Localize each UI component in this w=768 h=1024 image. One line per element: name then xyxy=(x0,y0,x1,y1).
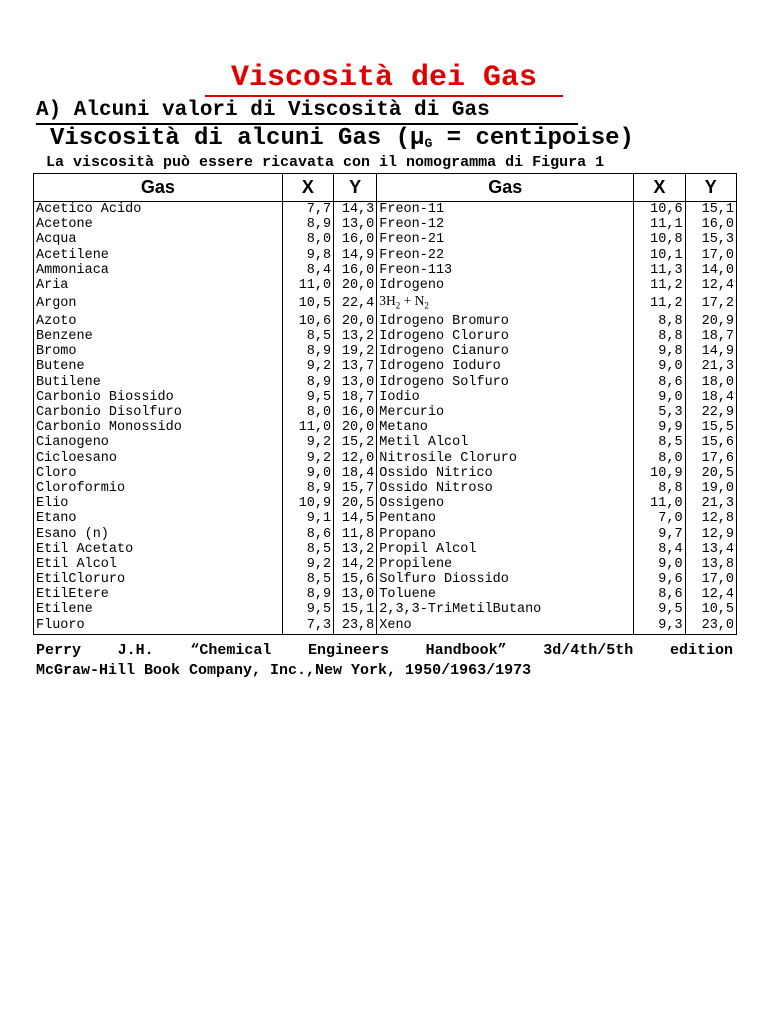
right-x-value-cell: 10,1 xyxy=(634,248,685,263)
left-y-value-cell: 16,0 xyxy=(334,232,377,247)
left-x-value-cell: 8,9 xyxy=(282,375,333,390)
table-row xyxy=(34,278,737,293)
right-x-value-cell: 8,5 xyxy=(634,435,685,450)
right-y-value-cell: 23,0 xyxy=(685,618,736,635)
left-y-value-cell: 15,6 xyxy=(334,572,377,587)
header-y-left: Y xyxy=(334,174,377,202)
left-gas-name-cell: Azoto xyxy=(34,314,283,329)
right-y-value-cell: 13,4 xyxy=(685,542,736,557)
right-y-value-cell: 15,5 xyxy=(685,420,736,435)
right-gas-name-cell: Idrogeno Cloruro xyxy=(377,329,634,344)
right-y-value-cell: 14,0 xyxy=(685,263,736,278)
subtitle-suffix: = centipoise) xyxy=(432,125,634,152)
right-y-value-cell: 16,0 xyxy=(685,217,736,232)
right-x-value-cell: 11,2 xyxy=(634,293,685,314)
right-x-value-cell: 8,8 xyxy=(634,329,685,344)
left-y-value-cell: 15,2 xyxy=(334,435,377,450)
left-x-value-cell: 7,7 xyxy=(282,202,333,218)
left-x-value-cell: 11,0 xyxy=(282,420,333,435)
table-row xyxy=(34,435,737,450)
right-gas-name-cell: Solfuro Diossido xyxy=(377,572,634,587)
right-x-value-cell: 7,0 xyxy=(634,511,685,526)
left-x-value-cell: 8,5 xyxy=(282,542,333,557)
right-y-value-cell: 17,6 xyxy=(685,451,736,466)
table-row xyxy=(34,248,737,263)
header-gas-left: Gas xyxy=(34,174,283,202)
right-y-value-cell: 21,3 xyxy=(685,359,736,374)
left-gas-name-cell: Cianogeno xyxy=(34,435,283,450)
left-gas-name-cell: Carbonio Biossido xyxy=(34,390,283,405)
left-y-value-cell: 20,0 xyxy=(334,278,377,293)
left-x-value-cell: 8,9 xyxy=(282,344,333,359)
left-y-value-cell: 13,0 xyxy=(334,587,377,602)
left-y-value-cell: 15,1 xyxy=(334,602,377,617)
left-x-value-cell: 8,9 xyxy=(282,481,333,496)
left-gas-name-cell: Acetilene xyxy=(34,248,283,263)
left-x-value-cell: 7,3 xyxy=(282,618,333,635)
right-gas-name-cell: Idrogeno Ioduro xyxy=(377,359,634,374)
left-y-value-cell: 14,5 xyxy=(334,511,377,526)
right-gas-name-cell: Idrogeno Cianuro xyxy=(377,344,634,359)
table-row xyxy=(34,375,737,390)
left-x-value-cell: 8,5 xyxy=(282,329,333,344)
right-y-value-cell: 12,4 xyxy=(685,278,736,293)
viscosity-table xyxy=(33,173,737,635)
right-gas-name-cell: 2,3,3-TriMetilButano xyxy=(377,602,634,617)
table-row xyxy=(34,481,737,496)
left-y-value-cell: 14,2 xyxy=(334,557,377,572)
header-x-left: X xyxy=(282,174,333,202)
header-x-right: X xyxy=(634,174,685,202)
left-x-value-cell: 8,0 xyxy=(282,232,333,247)
left-x-value-cell: 10,9 xyxy=(282,496,333,511)
header-gas-right: Gas xyxy=(377,174,634,202)
right-x-value-cell: 9,3 xyxy=(634,618,685,635)
left-gas-name-cell: Esano (n) xyxy=(34,526,283,541)
subtitle-subscript: G xyxy=(424,136,433,151)
right-y-value-cell: 19,0 xyxy=(685,481,736,496)
left-y-value-cell: 13,2 xyxy=(334,542,377,557)
right-x-value-cell: 9,8 xyxy=(634,344,685,359)
right-x-value-cell: 8,0 xyxy=(634,451,685,466)
subtitle-prefix: Viscosità di alcuni Gas (μ xyxy=(50,125,425,152)
left-y-value-cell: 18,7 xyxy=(334,390,377,405)
right-gas-name-cell: Ossido Nitroso xyxy=(377,481,634,496)
table-row xyxy=(34,232,737,247)
right-y-value-cell: 18,0 xyxy=(685,375,736,390)
table-row xyxy=(34,420,737,435)
right-y-value-cell: 12,8 xyxy=(685,511,736,526)
right-gas-name-cell: Freon-21 xyxy=(377,232,634,247)
reference-word: Handbook” xyxy=(425,642,507,659)
left-gas-name-cell: Ammoniaca xyxy=(34,263,283,278)
right-gas-name-cell: Ossigeno xyxy=(377,496,634,511)
right-y-value-cell: 14,9 xyxy=(685,344,736,359)
right-gas-name-cell: Ossido Nitrico xyxy=(377,466,634,481)
left-gas-name-cell: Carbonio Disolfuro xyxy=(34,405,283,420)
right-gas-name-cell: Freon-11 xyxy=(377,202,634,218)
right-x-value-cell: 5,3 xyxy=(634,405,685,420)
right-gas-name-cell: Metil Alcol xyxy=(377,435,634,450)
left-x-value-cell: 8,5 xyxy=(282,572,333,587)
table-row xyxy=(34,451,737,466)
left-y-value-cell: 11,8 xyxy=(334,526,377,541)
left-x-value-cell: 9,0 xyxy=(282,466,333,481)
left-gas-name-cell: Butilene xyxy=(34,375,283,390)
table-row xyxy=(34,329,737,344)
right-gas-name-cell: Metano xyxy=(377,420,634,435)
left-x-value-cell: 10,6 xyxy=(282,314,333,329)
left-y-value-cell: 13,2 xyxy=(334,329,377,344)
left-y-value-cell: 20,0 xyxy=(334,420,377,435)
left-y-value-cell: 20,5 xyxy=(334,496,377,511)
table-row xyxy=(34,511,737,526)
left-x-value-cell: 8,9 xyxy=(282,587,333,602)
left-x-value-cell: 9,2 xyxy=(282,435,333,450)
right-y-value-cell: 17,0 xyxy=(685,572,736,587)
left-gas-name-cell: Acqua xyxy=(34,232,283,247)
page-title: Viscosità dei Gas xyxy=(230,61,538,95)
left-y-value-cell: 19,2 xyxy=(334,344,377,359)
left-y-value-cell: 14,3 xyxy=(334,202,377,218)
reference-word: Engineers xyxy=(307,642,389,659)
right-y-value-cell: 13,8 xyxy=(685,557,736,572)
left-y-value-cell: 12,0 xyxy=(334,451,377,466)
right-gas-name-cell: Propano xyxy=(377,526,634,541)
left-gas-name-cell: Cicloesano xyxy=(34,451,283,466)
left-gas-name-cell: Etil Acetato xyxy=(34,542,283,557)
right-x-value-cell: 11,1 xyxy=(634,217,685,232)
right-y-value-cell: 22,9 xyxy=(685,405,736,420)
left-y-value-cell: 23,8 xyxy=(334,618,377,635)
left-gas-name-cell: Acetico Acido xyxy=(34,202,283,218)
left-gas-name-cell: Elio xyxy=(34,496,283,511)
right-y-value-cell: 17,0 xyxy=(685,248,736,263)
left-gas-name-cell: EtilCloruro xyxy=(34,572,283,587)
left-gas-name-cell: EtilEtere xyxy=(34,587,283,602)
right-x-value-cell: 10,9 xyxy=(634,466,685,481)
right-gas-name-cell: Idrogeno Solfuro xyxy=(377,375,634,390)
left-gas-name-cell: Cloroformio xyxy=(34,481,283,496)
right-y-value-cell: 12,9 xyxy=(685,526,736,541)
left-y-value-cell: 22,4 xyxy=(334,293,377,314)
left-x-value-cell: 8,6 xyxy=(282,526,333,541)
section-heading: A) Alcuni valori di Viscosità di Gas xyxy=(36,99,490,122)
left-x-value-cell: 9,1 xyxy=(282,511,333,526)
table-row xyxy=(34,496,737,511)
reference-line-2: McGraw-Hill Book Company, Inc.,New York, 1950/1963/1973 xyxy=(36,662,532,679)
left-y-value-cell: 18,4 xyxy=(334,466,377,481)
right-y-value-cell: 17,2 xyxy=(685,293,736,314)
table-row xyxy=(34,405,737,420)
table-body xyxy=(34,202,737,635)
table-row xyxy=(34,526,737,541)
right-y-value-cell: 10,5 xyxy=(685,602,736,617)
left-x-value-cell: 9,5 xyxy=(282,602,333,617)
table-row xyxy=(34,390,737,405)
left-gas-name-cell: Fluoro xyxy=(34,618,283,635)
right-gas-name-cell: Freon-113 xyxy=(377,263,634,278)
left-gas-name-cell: Etano xyxy=(34,511,283,526)
right-gas-name-cell: $3H_2 + N_2$ xyxy=(377,293,634,314)
right-x-value-cell: 9,5 xyxy=(634,602,685,617)
left-x-value-cell: 9,8 xyxy=(282,248,333,263)
table-row xyxy=(34,466,737,481)
left-x-value-cell: 9,5 xyxy=(282,390,333,405)
right-gas-name-cell: Idrogeno Bromuro xyxy=(377,314,634,329)
table-row xyxy=(34,618,737,635)
right-x-value-cell: 8,6 xyxy=(634,587,685,602)
left-x-value-cell: 8,9 xyxy=(282,217,333,232)
left-y-value-cell: 13,0 xyxy=(334,217,377,232)
left-gas-name-cell: Acetone xyxy=(34,217,283,232)
right-gas-name-cell: Toluene xyxy=(377,587,634,602)
right-x-value-cell: 8,6 xyxy=(634,375,685,390)
left-x-value-cell: 10,5 xyxy=(282,293,333,314)
right-gas-name-cell: Iodio xyxy=(377,390,634,405)
right-gas-name-cell: Propil Alcol xyxy=(377,542,634,557)
left-y-value-cell: 15,7 xyxy=(334,481,377,496)
right-y-value-cell: 20,5 xyxy=(685,466,736,481)
left-gas-name-cell: Aria xyxy=(34,278,283,293)
table-row xyxy=(34,344,737,359)
right-x-value-cell: 9,7 xyxy=(634,526,685,541)
right-y-value-cell: 15,6 xyxy=(685,435,736,450)
right-gas-name-cell: Freon-22 xyxy=(377,248,634,263)
left-x-value-cell: 11,0 xyxy=(282,278,333,293)
left-gas-name-cell: Butene xyxy=(34,359,283,374)
right-gas-name-cell: Propilene xyxy=(377,557,634,572)
right-gas-name-cell: Mercurio xyxy=(377,405,634,420)
reference-word: J.H. xyxy=(117,642,154,659)
left-x-value-cell: 8,4 xyxy=(282,263,333,278)
left-gas-name-cell: Carbonio Monossido xyxy=(34,420,283,435)
right-x-value-cell: 9,0 xyxy=(634,557,685,572)
left-x-value-cell: 9,2 xyxy=(282,359,333,374)
right-x-value-cell: 9,6 xyxy=(634,572,685,587)
right-y-value-cell: 12,4 xyxy=(685,587,736,602)
left-y-value-cell: 16,0 xyxy=(334,405,377,420)
title-underline xyxy=(205,95,563,97)
right-gas-name-cell: Pentano xyxy=(377,511,634,526)
left-y-value-cell: 20,0 xyxy=(334,314,377,329)
reference-line-1 xyxy=(36,642,733,660)
right-gas-name-cell: Nitrosile Cloruro xyxy=(377,451,634,466)
right-x-value-cell: 8,8 xyxy=(634,481,685,496)
left-y-value-cell: 13,7 xyxy=(334,359,377,374)
table-row xyxy=(34,263,737,278)
right-x-value-cell: 9,9 xyxy=(634,420,685,435)
left-gas-name-cell: Etil Alcol xyxy=(34,557,283,572)
right-y-value-cell: 15,1 xyxy=(685,202,736,218)
reference-word: “Chemical xyxy=(190,642,272,659)
right-gas-name-cell: Idrogeno xyxy=(377,278,634,293)
right-x-value-cell: 10,6 xyxy=(634,202,685,218)
left-gas-name-cell: Benzene xyxy=(34,329,283,344)
nomogram-note: La viscosità può essere ricavata con il nomogramma di Figura 1 xyxy=(46,154,605,171)
right-y-value-cell: 20,9 xyxy=(685,314,736,329)
right-x-value-cell: 11,0 xyxy=(634,496,685,511)
table-row xyxy=(34,557,737,572)
right-x-value-cell: 11,3 xyxy=(634,263,685,278)
left-gas-name-cell: Bromo xyxy=(34,344,283,359)
left-x-value-cell: 8,0 xyxy=(282,405,333,420)
right-x-value-cell: 11,2 xyxy=(634,278,685,293)
left-x-value-cell: 9,2 xyxy=(282,557,333,572)
right-x-value-cell: 10,8 xyxy=(634,232,685,247)
left-y-value-cell: 16,0 xyxy=(334,263,377,278)
left-gas-name-cell: Argon xyxy=(34,293,283,314)
left-y-value-cell: 13,0 xyxy=(334,375,377,390)
reference-word: Perry xyxy=(36,642,82,659)
table-row xyxy=(34,542,737,557)
left-x-value-cell: 9,2 xyxy=(282,451,333,466)
right-gas-name-cell: Freon-12 xyxy=(377,217,634,232)
right-y-value-cell: 18,4 xyxy=(685,390,736,405)
table-row xyxy=(34,572,737,587)
left-gas-name-cell: Cloro xyxy=(34,466,283,481)
table-header-row xyxy=(34,174,737,202)
right-x-value-cell: 9,0 xyxy=(634,359,685,374)
left-y-value-cell: 14,9 xyxy=(334,248,377,263)
reference-word: 3d/4th/5th xyxy=(543,642,634,659)
right-x-value-cell: 8,8 xyxy=(634,314,685,329)
left-gas-name-cell: Etilene xyxy=(34,602,283,617)
right-x-value-cell: 8,4 xyxy=(634,542,685,557)
table-row xyxy=(34,293,737,314)
reference-word: edition xyxy=(669,642,733,659)
table-row xyxy=(34,359,737,374)
table-row xyxy=(34,314,737,329)
header-y-right: Y xyxy=(685,174,736,202)
right-x-value-cell: 9,0 xyxy=(634,390,685,405)
table-row xyxy=(34,217,737,232)
table-row xyxy=(34,587,737,602)
right-gas-name-cell: Xeno xyxy=(377,618,634,635)
table-row xyxy=(34,602,737,617)
right-y-value-cell: 21,3 xyxy=(685,496,736,511)
table-row xyxy=(34,202,737,218)
right-y-value-cell: 18,7 xyxy=(685,329,736,344)
right-y-value-cell: 15,3 xyxy=(685,232,736,247)
